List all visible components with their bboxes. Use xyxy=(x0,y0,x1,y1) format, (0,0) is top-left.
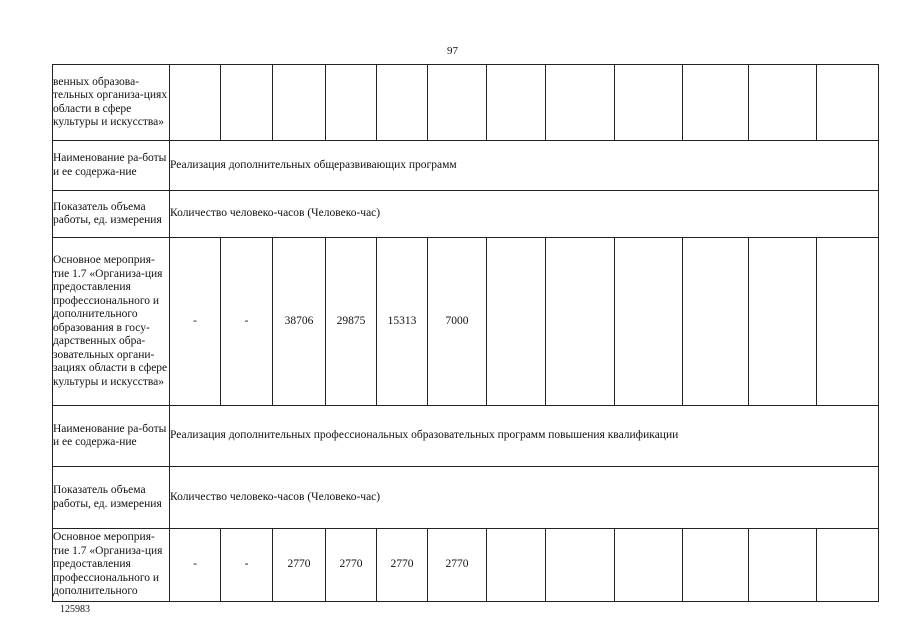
table-cell: - xyxy=(221,238,273,406)
table-cell xyxy=(749,529,817,602)
table-cell xyxy=(749,65,817,141)
table-cell xyxy=(487,529,546,602)
table-row xyxy=(53,467,879,529)
table-cell xyxy=(749,238,817,406)
table-cell xyxy=(487,65,546,141)
row-label: Наименование ра-боты и ее содержа-ние xyxy=(53,141,170,191)
table-row xyxy=(53,406,879,467)
row-label: венных образова-тельных организа-циях области в сфере культуры и искусства» xyxy=(53,65,170,141)
document-table xyxy=(52,64,879,602)
table-cell: 29875 xyxy=(326,238,377,406)
table-cell xyxy=(326,65,377,141)
table-cell xyxy=(615,65,683,141)
row-label: Наименование ра-боты и ее содержа-ние xyxy=(53,406,170,467)
row-label: Показатель объема работы, ед. измерения xyxy=(53,191,170,238)
table-cell xyxy=(170,65,221,141)
row-label: Основное мероприя-тие 1.7 «Организа-ция предоставления профессионального и дополнительного образования в госу-дарственных обра-зовательных органи-зациях области в сфере культуры и искусства» xyxy=(53,238,170,406)
table-row xyxy=(53,529,879,602)
row-label: Основное мероприя-тие 1.7 «Организа-ция предоставления профессионального и дополнительного xyxy=(53,529,170,602)
table-cell xyxy=(546,529,615,602)
table-cell: - xyxy=(170,529,221,602)
table-cell: 2770 xyxy=(428,529,487,602)
table-cell xyxy=(377,65,428,141)
table-cell: 15313 xyxy=(377,238,428,406)
table-cell xyxy=(487,238,546,406)
volume-indicator-text: Количество человеко-часов (Человеко-час) xyxy=(170,467,879,529)
page-number: 97 xyxy=(447,45,458,57)
table-row xyxy=(53,191,879,238)
row-label: Показатель объема работы, ед. измерения xyxy=(53,467,170,529)
table-cell: 2770 xyxy=(326,529,377,602)
table-cell xyxy=(428,65,487,141)
work-name-text: Реализация дополнительных профессиональных образовательных программ повышения квалификации xyxy=(170,406,879,467)
table-cell xyxy=(683,65,749,141)
work-name-text: Реализация дополнительных общеразвивающих программ xyxy=(170,141,879,191)
table-cell xyxy=(683,238,749,406)
table-cell: 7000 xyxy=(428,238,487,406)
table-cell: - xyxy=(170,238,221,406)
table-row xyxy=(53,141,879,191)
table-cell xyxy=(683,529,749,602)
table-cell xyxy=(817,238,879,406)
table-cell: 2770 xyxy=(273,529,326,602)
table-cell: 38706 xyxy=(273,238,326,406)
table-cell xyxy=(615,238,683,406)
table-cell xyxy=(817,529,879,602)
table-cell: 2770 xyxy=(377,529,428,602)
table-cell xyxy=(546,238,615,406)
table-row xyxy=(53,238,879,406)
table-cell xyxy=(615,529,683,602)
volume-indicator-text: Количество человеко-часов (Человеко-час) xyxy=(170,191,879,238)
table-cell xyxy=(546,65,615,141)
document-code: 125983 xyxy=(60,604,90,615)
table-cell xyxy=(273,65,326,141)
table-cell: - xyxy=(221,529,273,602)
table-cell xyxy=(221,65,273,141)
table-row xyxy=(53,65,879,141)
table-cell xyxy=(817,65,879,141)
